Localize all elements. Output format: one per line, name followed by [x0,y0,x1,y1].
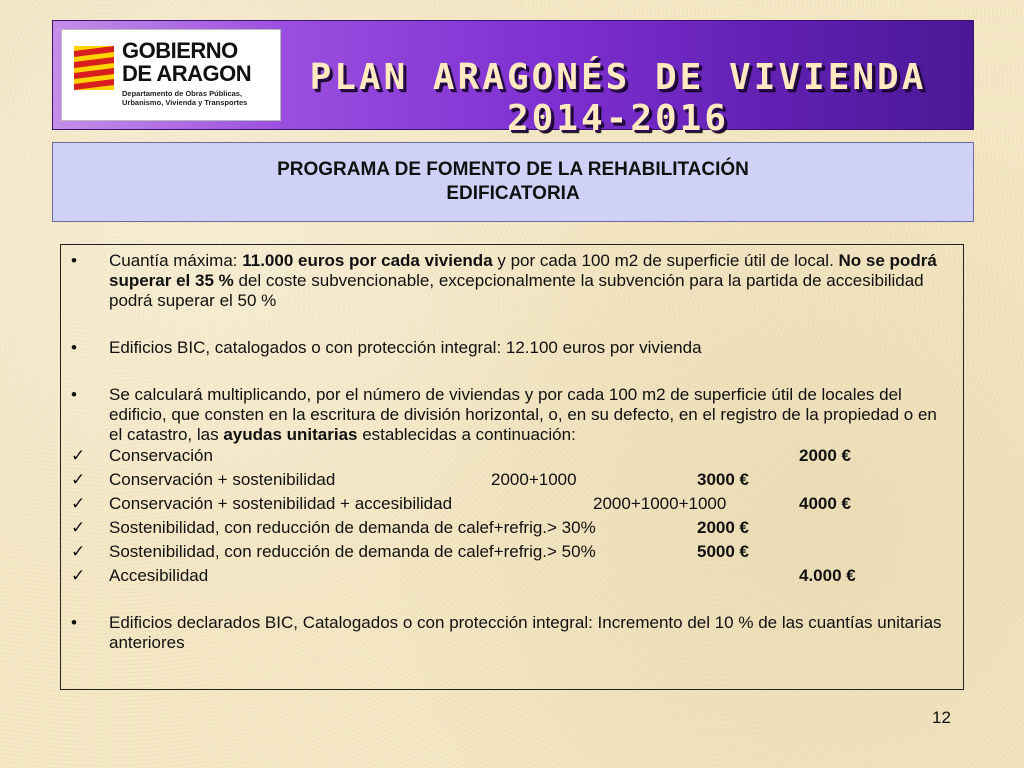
text-segment: y por cada 100 m2 de superficie útil de local. [492,251,839,270]
bullet-icon: • [71,338,77,357]
aid-label: Conservación [109,446,213,465]
list-item-bic-increment [71,613,951,653]
content-box [60,244,964,690]
aid-formula: 2000+1000+1000 [593,494,727,513]
plan-title: PLAN ARAGONÉS DE VIVIENDA 2014-2016 [309,57,927,139]
check-row-sostenibilidad-50 [71,541,951,565]
gobierno-aragon-logo [61,29,281,121]
aid-amount: 3000 € [697,470,749,489]
header-banner [52,20,974,139]
text-segment: del coste subvencionable, excepcionalmente la subvención para la partida de accesibilidad podrá superar el 50 % [109,271,924,310]
checkmark-icon: ✓ [71,566,86,585]
bullet-icon: • [71,385,77,404]
aid-label: Conservación + sostenibilidad + accesibilidad [109,494,453,513]
bullet-icon: • [71,613,77,632]
bullet-text [109,251,951,311]
list-item-bic [71,338,951,358]
bullet-text [109,385,951,445]
program-title-line2: EDIFICATORIA [446,183,580,204]
aid-amount: 4.000 € [799,566,856,585]
aragon-flag-icon [74,46,114,90]
aid-formula: 2000+1000 [491,470,577,489]
checkmark-icon: ✓ [71,542,86,561]
aid-amount: 2000 € [799,446,851,465]
bold-text: 11.000 euros por cada vivienda [242,251,493,270]
aid-label: Accesibilidad [109,566,209,585]
list-item-max-amount [71,251,951,311]
text-segment: establecidas a continuación: [357,425,576,444]
check-row-conservacion-sostenibilidad [71,469,951,493]
logo-sub-line2: Urbanismo, Vivienda y Transportes [122,98,248,107]
aid-label: Sostenibilidad, con reducción de demanda de calef+refrig.> 30% [109,518,596,537]
aid-amount: 5000 € [697,542,749,561]
checkmark-icon: ✓ [71,494,86,513]
program-title-box [52,142,974,222]
aid-label: Sostenibilidad, con reducción de demanda de calef+refrig.> 50% [109,542,596,561]
text-segment: Cuantía máxima: [109,251,243,270]
check-row-accesibilidad [71,565,951,589]
check-row-sostenibilidad-30 [71,517,951,541]
check-row-conservacion-sostenibilidad-accesibilidad [71,493,951,517]
text-segment: Se calculará multiplicando, por el número de viviendas y por cada 100 m2 de superficie útil de locales del edificio, que consten en la escritura de división horizontal, o, en su defecto, en el registro de la propiedad o en el catastro, las [109,385,937,444]
check-row-conservacion [71,445,951,469]
list-item-calculation [71,385,951,445]
bullet-text: Edificios BIC, catalogados o con protección integral: 12.100 euros por vivienda [109,338,702,357]
bullet-icon: • [71,251,77,270]
logo-text-gobierno: GOBIERNO [122,38,238,63]
logo-department-text [122,89,278,107]
aid-amount: 4000 € [799,494,851,513]
program-title-line1: PROGRAMA DE FOMENTO DE LA REHABILITACIÓN [277,159,749,180]
page-number: 12 [932,708,951,727]
checkmark-icon: ✓ [71,446,86,465]
bold-text: ayudas unitarias [223,425,358,444]
checkmark-icon: ✓ [71,518,86,537]
bold-text: No se podrá superar el 35 % [109,251,937,290]
aid-label: Conservación + sostenibilidad [109,470,336,489]
checkmark-icon: ✓ [71,470,86,489]
aid-amount: 2000 € [697,518,749,537]
logo-sub-line1: Departamento de Obras Públicas, [122,89,243,98]
logo-text-de-aragon: DE ARAGON [122,61,252,86]
bullet-text: Edificios declarados BIC, Catalogados o con protección integral: Incremento del 10 % de las cuantías unitarias anteriores [109,613,942,652]
